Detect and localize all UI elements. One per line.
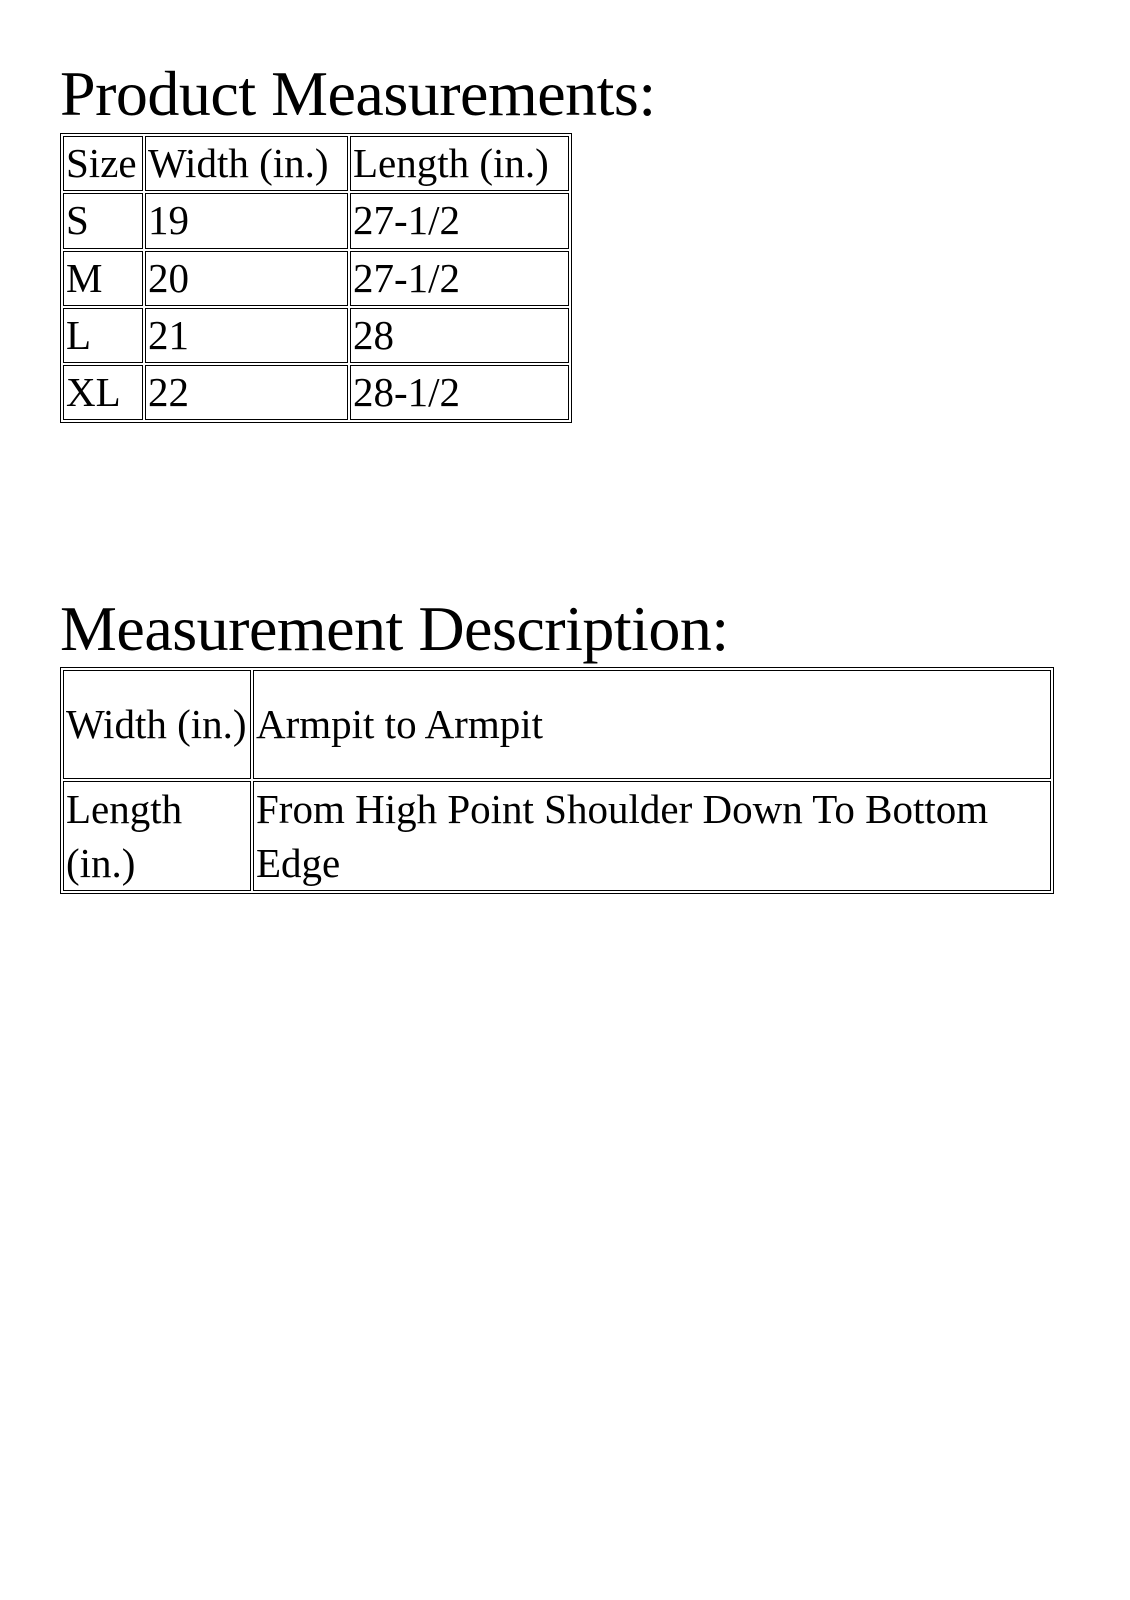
table-header-row — [63, 136, 569, 191]
size-cell: XL — [63, 365, 143, 420]
term-cell: Width (in.) — [63, 670, 251, 779]
measurements-table — [60, 133, 572, 423]
description-table — [60, 667, 1054, 894]
measurement-description-heading: Measurement Description: — [60, 593, 729, 664]
size-cell: M — [63, 251, 143, 306]
length-cell: 28 — [350, 308, 569, 363]
header-width: Width (in.) — [145, 136, 348, 191]
width-cell: 19 — [145, 193, 348, 248]
header-size: Size — [63, 136, 143, 191]
table-row — [63, 365, 569, 420]
length-cell: 28-1/2 — [350, 365, 569, 420]
table-row — [63, 781, 1051, 891]
definition-cell: Armpit to Armpit — [253, 670, 1051, 779]
width-cell: 21 — [145, 308, 348, 363]
size-cell: S — [63, 193, 143, 248]
table-row — [63, 251, 569, 306]
length-cell: 27-1/2 — [350, 193, 569, 248]
table-row — [63, 193, 569, 248]
length-cell: 27-1/2 — [350, 251, 569, 306]
term-cell: Length (in.) — [63, 781, 251, 891]
size-cell: L — [63, 308, 143, 363]
header-length: Length (in.) — [350, 136, 569, 191]
product-measurements-heading: Product Measurements: — [60, 58, 656, 129]
width-cell: 22 — [145, 365, 348, 420]
width-cell: 20 — [145, 251, 348, 306]
definition-cell: From High Point Shoulder Down To Bottom Edge — [253, 781, 1051, 891]
table-row — [63, 308, 569, 363]
table-row — [63, 670, 1051, 779]
